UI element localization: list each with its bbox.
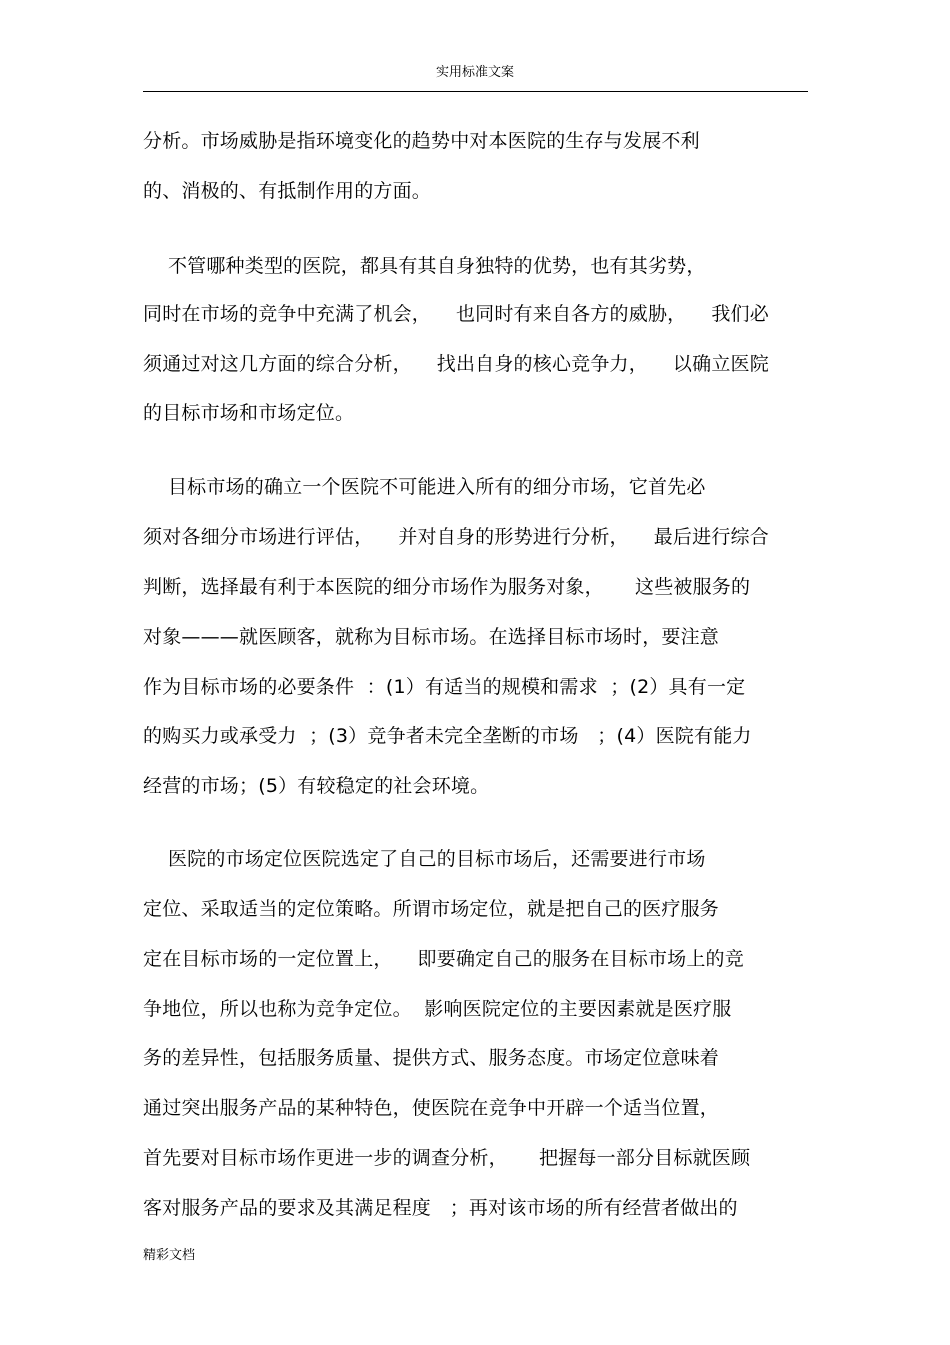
- text-line: 作为目标市场的必要条件 ：(1）有适当的规模和需求 ；(2）具有一定: [143, 676, 746, 698]
- text-line: 通过突出服务产品的某种特色，使医院在竞争中开辟一个适当位置，: [143, 1097, 720, 1119]
- text-line: 同时在市场的竞争中充满了机会， 也同时有来自各方的威胁， 我们必: [143, 303, 769, 325]
- text-line: 首先要对目标市场作更进一步的调查分析， 把握每一部分目标就医顾: [143, 1147, 751, 1169]
- text-line: 定位、采取适当的定位策略。所谓市场定位，就是把自己的医疗服务: [143, 898, 720, 920]
- text-line: 判断，选择最有利于本医院的细分市场作为服务对象， 这些被服务的: [143, 576, 751, 598]
- page-footer-label: 精彩文档: [143, 1248, 196, 1263]
- text-line: 医院的市场定位医院选定了自己的目标市场后，还需要进行市场: [143, 848, 706, 870]
- text-line: 的目标市场和市场定位。: [143, 402, 355, 424]
- text-line: 分析。市场威胁是指环境变化的趋势中对本医院的生存与发展不利: [143, 130, 700, 152]
- text-line: 定在目标市场的一定位置上， 即要确定自己的服务在目标市场上的竞: [143, 948, 744, 970]
- page-header-title: 实用标准文案: [435, 65, 514, 80]
- text-line: 客对服务产品的要求及其满足程度 ；再对该市场的所有经营者做出的: [143, 1197, 738, 1219]
- text-line: 不管哪种类型的医院，都具有其自身独特的优势，也有其劣势，: [143, 255, 706, 277]
- text-line: 的购买力或承受力 ；(3）竞争者未完全垄断的市场 ；(4）医院有能力: [143, 725, 752, 747]
- text-line: 对象———就医顾客，就称为目标市场。在选择目标市场时，要注意: [143, 626, 720, 648]
- text-line: 须对各细分市场进行评估， 并对自身的形势进行分析， 最后进行综合: [143, 526, 769, 548]
- text-line: 的、消极的、有抵制作用的方面。: [143, 180, 432, 202]
- text-line: 务的差异性，包括服务质量、提供方式、服务态度。市场定位意味着: [143, 1047, 720, 1069]
- text-line: 争地位，所以也称为竞争定位。 影响医院定位的主要因素就是医疗服: [143, 998, 732, 1020]
- header-rule: [143, 91, 808, 92]
- text-line: 目标市场的确立一个医院不可能进入所有的细分市场，它首先必: [143, 476, 706, 498]
- text-line: 须通过对这几方面的综合分析， 找出自身的核心竞争力， 以确立医院: [143, 353, 769, 375]
- text-line: 经营的市场；(5）有较稳定的社会环境。: [143, 775, 490, 797]
